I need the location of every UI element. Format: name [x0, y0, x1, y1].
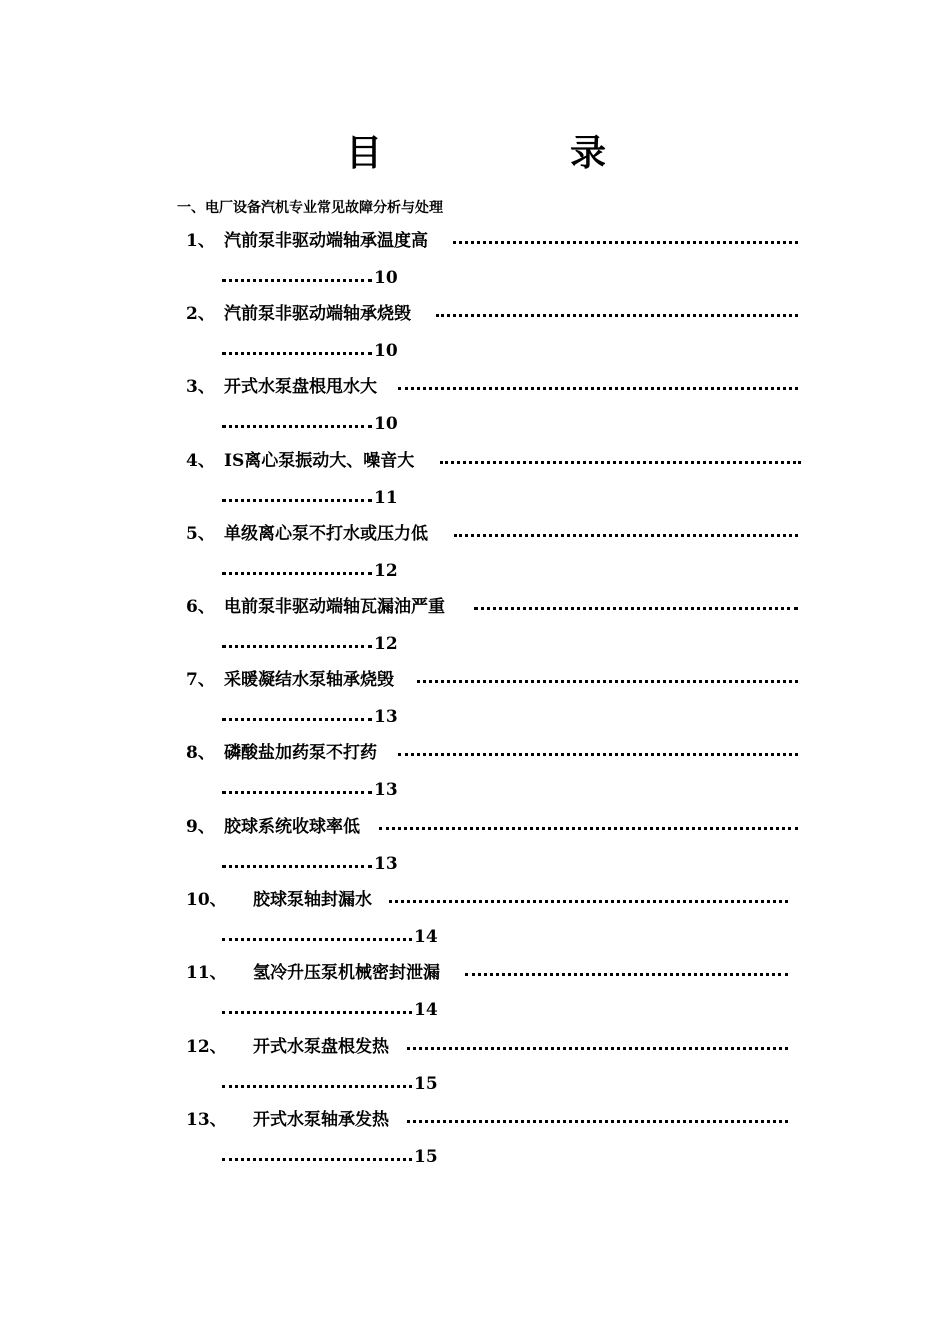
- entry-text: 开式水泵盘根发热: [253, 1037, 389, 1057]
- toc-entry[interactable]: [0, 521, 950, 594]
- toc-entry[interactable]: [0, 374, 950, 447]
- dot-leader: [465, 973, 788, 976]
- entry-number: 3、: [186, 377, 215, 397]
- entry-page: 12: [374, 634, 398, 654]
- toc-entry[interactable]: [0, 1034, 950, 1107]
- entry-page: 11: [374, 488, 398, 508]
- entry-text: 氢冷升压泵机械密封泄漏: [253, 963, 440, 983]
- toc-entry[interactable]: [0, 594, 950, 667]
- entry-number: 4、: [186, 451, 215, 471]
- entry-page: 13: [374, 707, 398, 727]
- toc-entry[interactable]: [0, 887, 950, 960]
- toc-title: [0, 128, 950, 178]
- entry-number: 2、: [186, 304, 215, 324]
- entry-page: 13: [374, 780, 398, 800]
- toc-entry[interactable]: [0, 814, 950, 887]
- entry-page: 10: [374, 414, 398, 434]
- entry-text: 采暖凝结水泵轴承烧毁: [224, 670, 394, 690]
- entry-number: 6、: [186, 597, 215, 617]
- entry-page: 14: [414, 1000, 438, 1020]
- toc-entry[interactable]: [0, 960, 950, 1033]
- entry-number: 5、: [186, 524, 215, 544]
- toc-entry[interactable]: [0, 1107, 950, 1180]
- dot-leader: [222, 1011, 412, 1014]
- entry-text: 单级离心泵不打水或压力低: [224, 524, 428, 544]
- entry-number: 9、: [186, 817, 215, 837]
- toc-entry[interactable]: [0, 448, 950, 521]
- dot-leader: [222, 425, 372, 428]
- dot-leader: [222, 352, 372, 355]
- entry-page: 15: [414, 1074, 438, 1094]
- dot-leader: [222, 499, 372, 502]
- dot-leader: [453, 241, 798, 244]
- entry-number: 11、: [186, 963, 227, 983]
- toc-title-char-2: 录: [570, 132, 607, 174]
- entry-page: 10: [374, 341, 398, 361]
- entry-text: 开式水泵盘根甩水大: [224, 377, 377, 397]
- toc-entry[interactable]: [0, 667, 950, 740]
- dot-leader: [474, 607, 798, 610]
- entry-text: 开式水泵轴承发热: [253, 1110, 389, 1130]
- toc-title-char-1: 目: [346, 132, 383, 174]
- dot-leader: [222, 1158, 412, 1161]
- dot-leader: [222, 938, 412, 941]
- dot-leader: [417, 680, 798, 683]
- entry-text: 汽前泵非驱动端轴承烧毁: [224, 304, 411, 324]
- toc-entry[interactable]: [0, 228, 950, 301]
- entry-number: 10、: [186, 890, 227, 910]
- dot-leader: [222, 572, 372, 575]
- dot-leader: [222, 1085, 412, 1088]
- section-heading[interactable]: 一、电厂设备汽机专业常见故障分析与处理: [177, 200, 443, 216]
- toc-entry[interactable]: [0, 301, 950, 374]
- dot-leader: [389, 900, 788, 903]
- entry-page: 14: [414, 927, 438, 947]
- entry-page: 12: [374, 561, 398, 581]
- entry-number: 7、: [186, 670, 215, 690]
- toc-entry[interactable]: [0, 740, 950, 813]
- entry-number: 1、: [186, 231, 215, 251]
- dot-leader: [398, 387, 798, 390]
- entry-text: IS离心泵振动大、噪音大: [224, 451, 415, 471]
- dot-leader: [222, 865, 372, 868]
- entry-text: 胶球泵轴封漏水: [253, 890, 372, 910]
- entry-page: 10: [374, 268, 398, 288]
- entry-number: 8、: [186, 743, 215, 763]
- dot-leader: [440, 461, 801, 464]
- entry-text: 胶球系统收球率低: [224, 817, 360, 837]
- dot-leader: [222, 718, 372, 721]
- dot-leader: [222, 645, 372, 648]
- entry-text: 汽前泵非驱动端轴承温度高: [224, 231, 428, 251]
- entry-text: 电前泵非驱动端轴瓦漏油严重: [224, 597, 445, 617]
- entry-number: 12、: [186, 1037, 227, 1057]
- entry-page: 15: [414, 1147, 438, 1167]
- dot-leader: [222, 791, 372, 794]
- dot-leader: [379, 827, 798, 830]
- entry-number: 13、: [186, 1110, 227, 1130]
- dot-leader: [407, 1120, 788, 1123]
- dot-leader: [407, 1047, 788, 1050]
- dot-leader: [222, 279, 372, 282]
- entry-text: 磷酸盐加药泵不打药: [224, 743, 377, 763]
- dot-leader: [454, 534, 798, 537]
- entry-page: 13: [374, 854, 398, 874]
- dot-leader: [436, 314, 798, 317]
- dot-leader: [398, 753, 798, 756]
